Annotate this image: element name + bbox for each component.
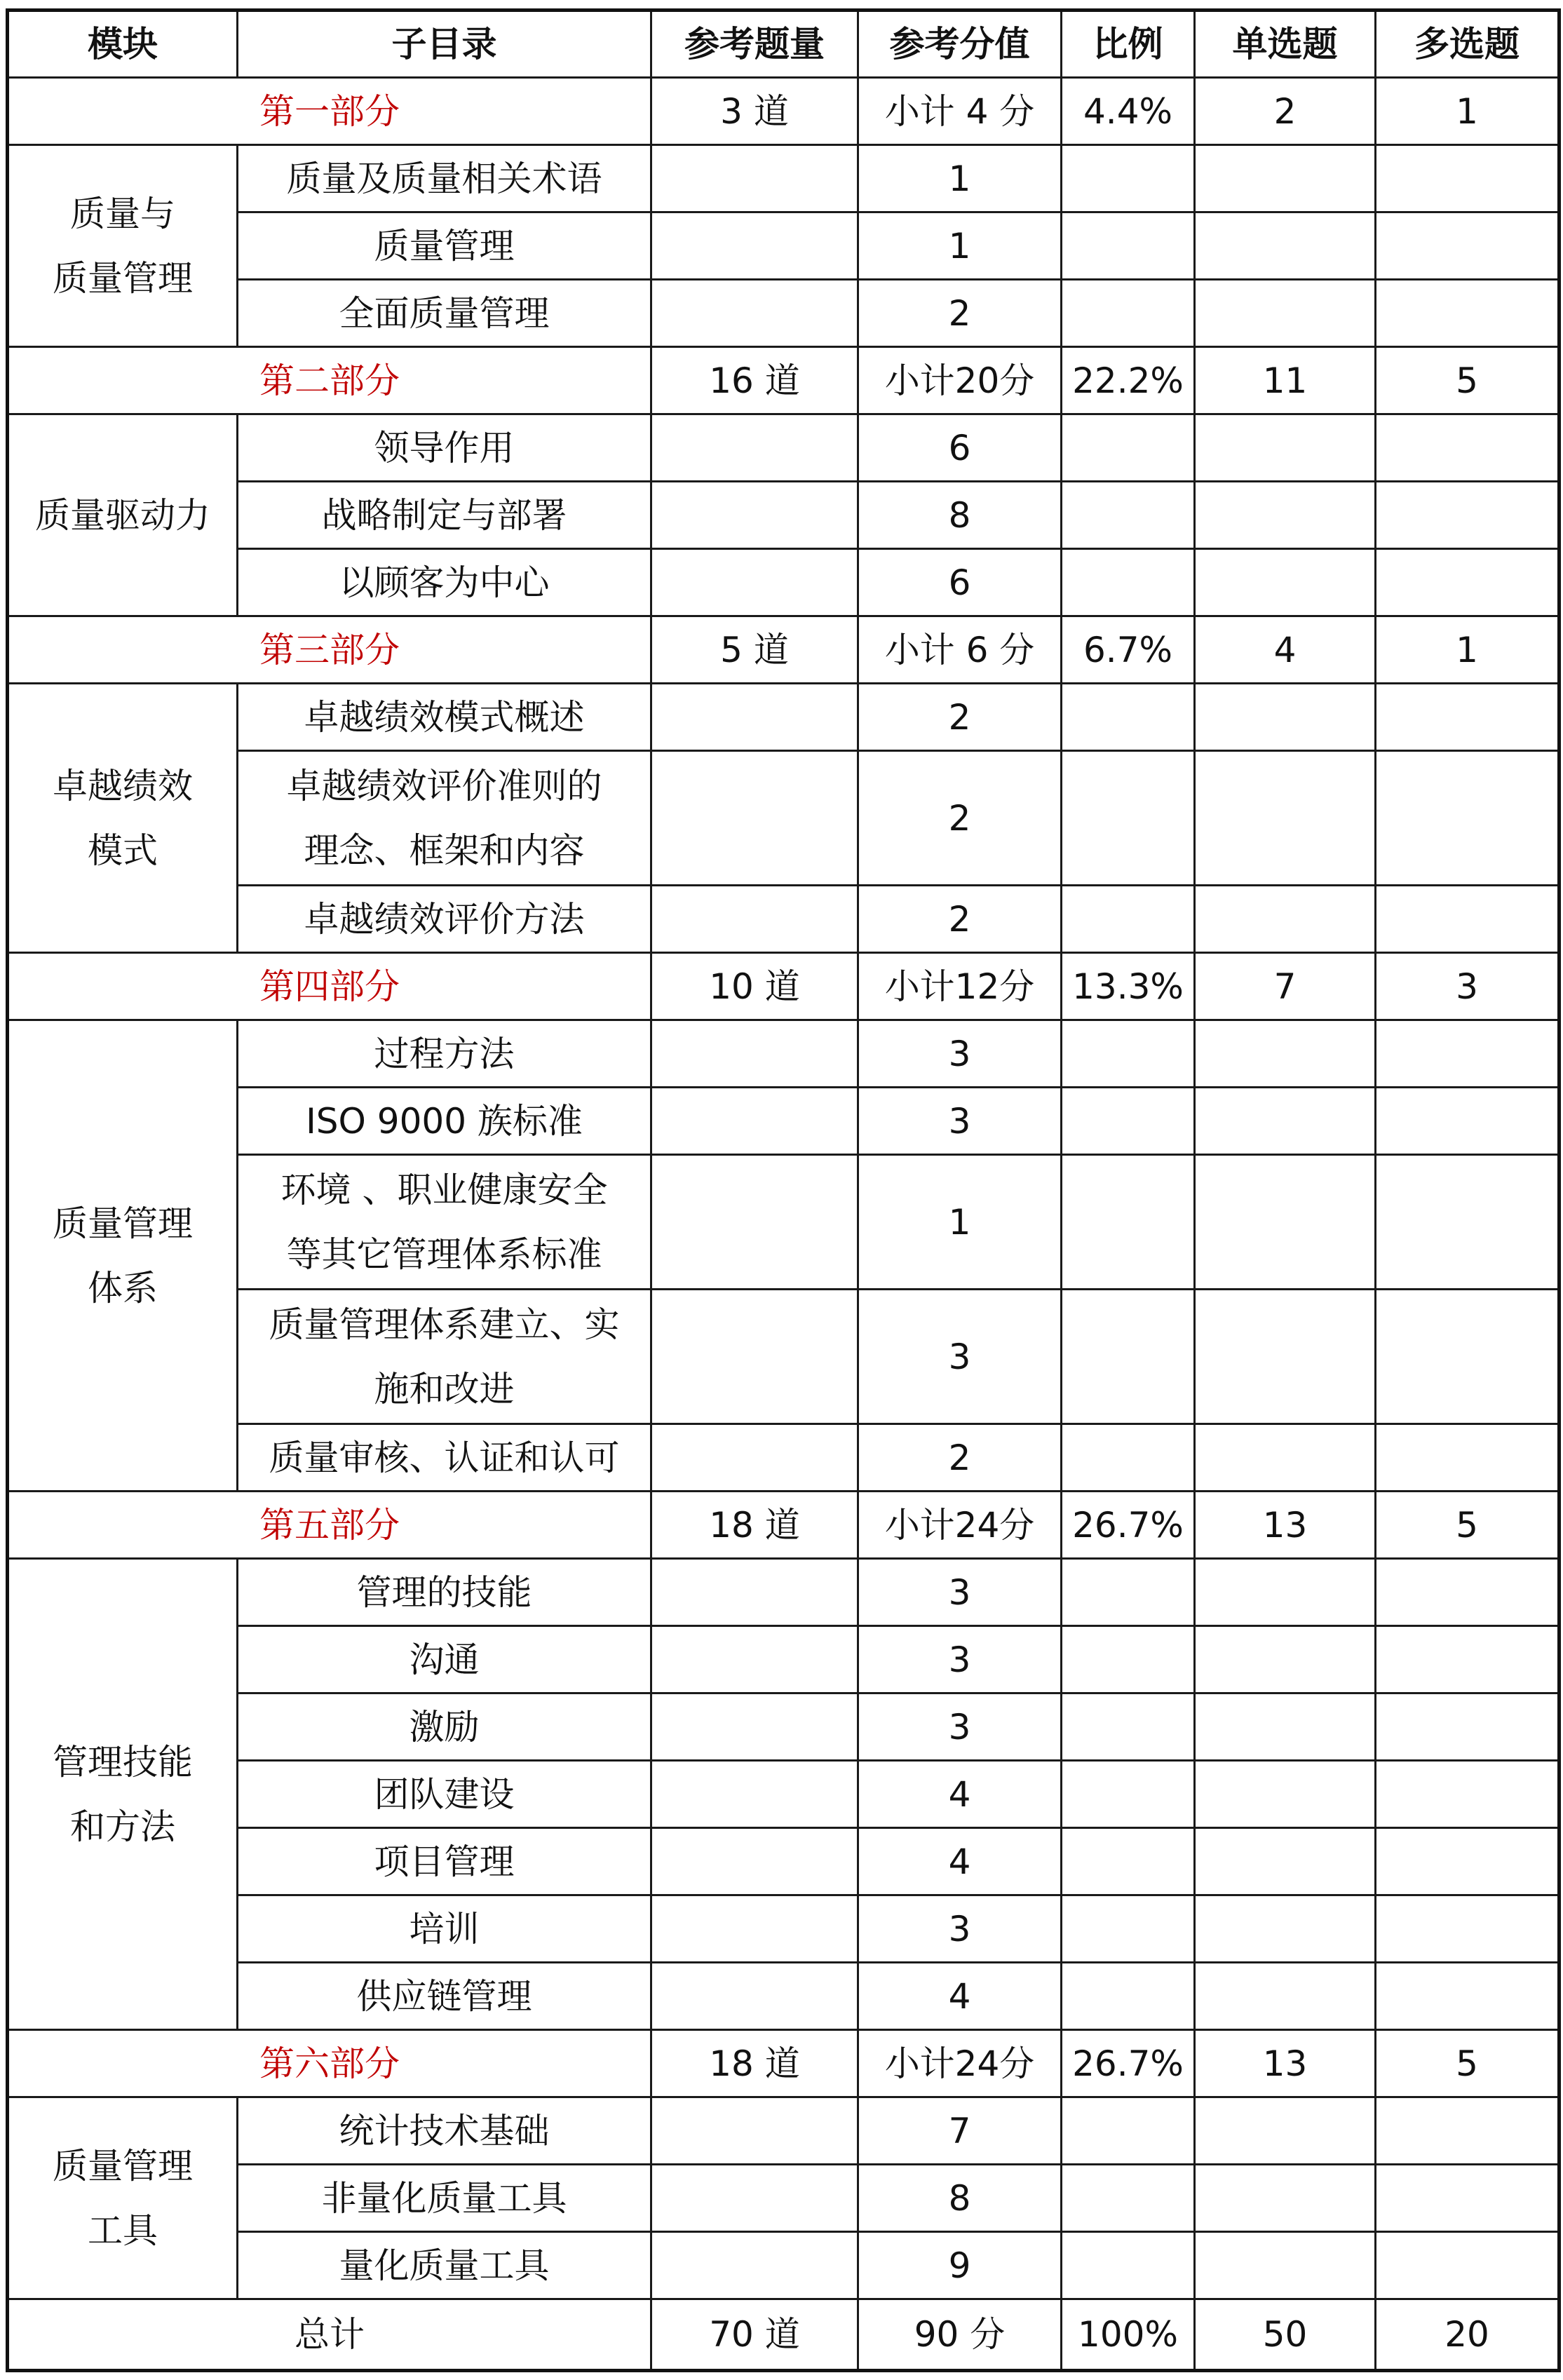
ref-score-cell: 6 (858, 414, 1062, 482)
single-cell (1195, 1761, 1376, 1828)
part-multi: 3 (1376, 953, 1559, 1020)
header-ratio: 比例 (1062, 11, 1195, 78)
single-cell (1195, 414, 1376, 482)
item-row (8, 1155, 1559, 1290)
ratio-cell (1062, 549, 1195, 616)
text-line: 和方法 (70, 1806, 175, 1847)
part-row (8, 616, 1559, 684)
ratio-cell (1062, 1693, 1195, 1761)
single-cell (1195, 1155, 1376, 1290)
multi-cell (1376, 212, 1559, 280)
ratio-cell (1062, 684, 1195, 751)
ratio-cell (1062, 1424, 1195, 1492)
single-cell (1195, 212, 1376, 280)
subdir-cell (238, 482, 651, 549)
item-row (8, 1963, 1559, 2030)
ref-count-cell (651, 751, 858, 886)
text-line: 沟通 (409, 1639, 480, 1680)
item-row (8, 2165, 1559, 2232)
text-line: 培训 (409, 1908, 480, 1949)
item-row (8, 1828, 1559, 1895)
ref-count-cell (651, 414, 858, 482)
text-line: 非量化质量工具 (321, 2177, 567, 2219)
ref-score-cell: 3 (858, 1020, 1062, 1088)
ratio-cell (1062, 2165, 1195, 2232)
text-line: 环境 、职业健康安全 (280, 1169, 608, 1210)
single-cell (1195, 145, 1376, 212)
ratio-cell (1062, 1020, 1195, 1088)
single-cell (1195, 1088, 1376, 1155)
text-line: 供应链管理 (356, 1975, 532, 2017)
ratio-cell (1062, 1761, 1195, 1828)
item-row (8, 145, 1559, 212)
part-count: 18 道 (651, 1492, 858, 1559)
total-multi: 20 (1376, 2299, 1559, 2371)
item-row (8, 1290, 1559, 1424)
part-ratio: 4.4% (1062, 78, 1195, 145)
subdir-cell (238, 1761, 651, 1828)
ratio-cell (1062, 1290, 1195, 1424)
header-row (8, 11, 1559, 78)
ratio-cell (1062, 751, 1195, 886)
text-line: 工具 (88, 2210, 158, 2251)
ref-count-cell (651, 212, 858, 280)
single-cell (1195, 1693, 1376, 1761)
ref-score-cell: 3 (858, 1693, 1062, 1761)
multi-cell (1376, 1290, 1559, 1424)
ref-score-cell: 2 (858, 751, 1062, 886)
part-single: 11 (1195, 347, 1376, 414)
item-row (8, 751, 1559, 886)
part-count: 16 道 (651, 347, 858, 414)
ref-count-cell (651, 1693, 858, 1761)
item-row (8, 1693, 1559, 1761)
header-subdir: 子目录 (238, 11, 651, 78)
module-cell (8, 684, 238, 953)
part-single: 13 (1195, 2030, 1376, 2097)
ref-count-cell (651, 1761, 858, 1828)
multi-cell (1376, 1761, 1559, 1828)
single-cell (1195, 482, 1376, 549)
single-cell (1195, 886, 1376, 953)
header-multi: 多选题 (1376, 11, 1559, 78)
item-row (8, 2232, 1559, 2299)
subdir-cell (238, 684, 651, 751)
ref-score-cell: 4 (858, 1761, 1062, 1828)
ref-count-cell (651, 482, 858, 549)
text-line: 体系 (88, 1267, 158, 1309)
single-cell (1195, 2097, 1376, 2165)
ref-count-cell (651, 280, 858, 347)
part-ratio: 22.2% (1062, 347, 1195, 414)
header-single: 单选题 (1195, 11, 1376, 78)
ref-score-cell: 2 (858, 886, 1062, 953)
multi-cell (1376, 751, 1559, 886)
part-single: 7 (1195, 953, 1376, 1020)
total-single: 50 (1195, 2299, 1376, 2371)
subdir-cell (238, 2097, 651, 2165)
part-multi: 5 (1376, 1492, 1559, 1559)
item-row (8, 1559, 1559, 1626)
single-cell (1195, 280, 1376, 347)
item-row (8, 1895, 1559, 1963)
part-count: 10 道 (651, 953, 858, 1020)
part-count: 18 道 (651, 2030, 858, 2097)
part-multi: 1 (1376, 78, 1559, 145)
part-label: 第六部分 (8, 2030, 651, 2097)
subdir-cell (238, 549, 651, 616)
ratio-cell (1062, 482, 1195, 549)
part-ratio: 26.7% (1062, 2030, 1195, 2097)
text-line: 质量管理体系建立、实 (269, 1304, 620, 1345)
single-cell (1195, 1626, 1376, 1693)
part-multi: 1 (1376, 616, 1559, 684)
text-line: 质量驱动力 (35, 494, 210, 536)
part-row (8, 2030, 1559, 2097)
ratio-cell (1062, 1155, 1195, 1290)
part-subtotal: 小计12分 (858, 953, 1062, 1020)
ratio-cell (1062, 414, 1195, 482)
ratio-cell (1062, 1088, 1195, 1155)
text-line: 等其它管理体系标准 (286, 1233, 602, 1275)
ref-score-cell: 4 (858, 1963, 1062, 2030)
part-count: 5 道 (651, 616, 858, 684)
item-row (8, 280, 1559, 347)
ratio-cell (1062, 145, 1195, 212)
ratio-cell (1062, 212, 1195, 280)
module-cell (8, 1020, 238, 1492)
part-ratio: 13.3% (1062, 953, 1195, 1020)
ratio-cell (1062, 1895, 1195, 1963)
multi-cell (1376, 1155, 1559, 1290)
subdir-cell (238, 145, 651, 212)
text-line: 质量与 (70, 193, 175, 234)
text-line: 以顾客为中心 (339, 562, 550, 603)
ref-score-cell: 1 (858, 1155, 1062, 1290)
text-line: 过程方法 (374, 1033, 515, 1074)
ref-count-cell (651, 1626, 858, 1693)
ref-count-cell (651, 1088, 858, 1155)
subdir-cell (238, 414, 651, 482)
single-cell (1195, 1828, 1376, 1895)
part-label: 第三部分 (8, 616, 651, 684)
part-multi: 5 (1376, 2030, 1559, 2097)
text-line: 理念、框架和内容 (304, 830, 585, 871)
multi-cell (1376, 280, 1559, 347)
ref-score-cell: 8 (858, 2165, 1062, 2232)
part-single: 13 (1195, 1492, 1376, 1559)
ref-score-cell: 8 (858, 482, 1062, 549)
subdir-cell (238, 1290, 651, 1424)
subdir-cell (238, 1020, 651, 1088)
ref-count-cell (651, 1559, 858, 1626)
single-cell (1195, 1559, 1376, 1626)
ref-score-cell: 1 (858, 212, 1062, 280)
ref-score-cell: 7 (858, 2097, 1062, 2165)
item-row (8, 549, 1559, 616)
subdir-cell (238, 1895, 651, 1963)
single-cell (1195, 2165, 1376, 2232)
part-label: 第五部分 (8, 1492, 651, 1559)
part-ratio: 26.7% (1062, 1492, 1195, 1559)
ratio-cell (1062, 1828, 1195, 1895)
item-row (8, 1088, 1559, 1155)
total-ratio: 100% (1062, 2299, 1195, 2371)
text-line: 管理技能 (53, 1741, 193, 1783)
header-ref-score: 参考分值 (858, 11, 1062, 78)
part-row (8, 953, 1559, 1020)
multi-cell (1376, 482, 1559, 549)
subdir-cell (238, 1828, 651, 1895)
item-row (8, 414, 1559, 482)
ref-count-cell (651, 684, 858, 751)
single-cell (1195, 751, 1376, 886)
table-body (8, 78, 1559, 2371)
ratio-cell (1062, 1559, 1195, 1626)
multi-cell (1376, 145, 1559, 212)
ref-score-cell: 9 (858, 2232, 1062, 2299)
header-ref-count: 参考题量 (651, 11, 858, 78)
part-subtotal: 小计 6 分 (858, 616, 1062, 684)
module-cell (8, 1559, 238, 2030)
total-score: 90 分 (858, 2299, 1062, 2371)
single-cell (1195, 1020, 1376, 1088)
ratio-cell (1062, 1626, 1195, 1693)
subdir-cell (238, 2165, 651, 2232)
part-row (8, 1492, 1559, 1559)
multi-cell (1376, 1559, 1559, 1626)
ratio-cell (1062, 2097, 1195, 2165)
ratio-cell (1062, 280, 1195, 347)
ref-score-cell: 6 (858, 549, 1062, 616)
text-line: 卓越绩效评价准则的 (286, 765, 602, 806)
ref-score-cell: 2 (858, 1424, 1062, 1492)
text-line: 管理的技能 (356, 1571, 532, 1613)
ref-count-cell (651, 886, 858, 953)
ref-count-cell (651, 1424, 858, 1492)
multi-cell (1376, 684, 1559, 751)
multi-cell (1376, 414, 1559, 482)
text-line: 质量管理 (53, 257, 193, 299)
ratio-cell (1062, 1963, 1195, 2030)
ref-count-cell (651, 1895, 858, 1963)
header-module: 模块 (8, 11, 238, 78)
subdir-cell (238, 1088, 651, 1155)
subdir-cell (238, 1424, 651, 1492)
ref-count-cell (651, 1290, 858, 1424)
ref-score-cell: 2 (858, 280, 1062, 347)
multi-cell (1376, 1828, 1559, 1895)
multi-cell (1376, 2097, 1559, 2165)
multi-cell (1376, 886, 1559, 953)
ref-score-cell: 4 (858, 1828, 1062, 1895)
part-single: 2 (1195, 78, 1376, 145)
ratio-cell (1062, 2232, 1195, 2299)
ref-count-cell (651, 1155, 858, 1290)
item-row (8, 1020, 1559, 1088)
ref-score-cell: 2 (858, 684, 1062, 751)
item-row (8, 886, 1559, 953)
subdir-cell (238, 1155, 651, 1290)
subdir-cell (238, 212, 651, 280)
single-cell (1195, 1290, 1376, 1424)
item-row (8, 2097, 1559, 2165)
part-label: 第四部分 (8, 953, 651, 1020)
module-cell (8, 145, 238, 347)
part-subtotal: 小计 4 分 (858, 78, 1062, 145)
text-line: 质量管理 (53, 2145, 193, 2186)
ref-score-cell: 3 (858, 1559, 1062, 1626)
ref-score-cell: 1 (858, 145, 1062, 212)
item-row (8, 1626, 1559, 1693)
total-count: 70 道 (651, 2299, 858, 2371)
ref-count-cell (651, 1963, 858, 2030)
text-line: ISO 9000 族标准 (306, 1100, 583, 1142)
single-cell (1195, 549, 1376, 616)
ref-count-cell (651, 1828, 858, 1895)
text-line: 项目管理 (374, 1841, 515, 1882)
part-subtotal: 小计24分 (858, 2030, 1062, 2097)
text-line: 质量管理 (374, 225, 515, 266)
ref-count-cell (651, 1020, 858, 1088)
ref-count-cell (651, 549, 858, 616)
multi-cell (1376, 2165, 1559, 2232)
ref-score-cell: 3 (858, 1290, 1062, 1424)
multi-cell (1376, 1895, 1559, 1963)
single-cell (1195, 684, 1376, 751)
multi-cell (1376, 2232, 1559, 2299)
item-row (8, 482, 1559, 549)
subdir-cell (238, 886, 651, 953)
ref-count-cell (651, 2097, 858, 2165)
ref-score-cell: 3 (858, 1895, 1062, 1963)
text-line: 质量及质量相关术语 (286, 158, 602, 199)
multi-cell (1376, 1963, 1559, 2030)
module-cell (8, 414, 238, 616)
subdir-cell (238, 1626, 651, 1693)
multi-cell (1376, 549, 1559, 616)
subdir-cell (238, 751, 651, 886)
part-single: 4 (1195, 616, 1376, 684)
part-label: 第二部分 (8, 347, 651, 414)
text-line: 统计技术基础 (339, 2110, 550, 2151)
multi-cell (1376, 1626, 1559, 1693)
single-cell (1195, 1895, 1376, 1963)
multi-cell (1376, 1693, 1559, 1761)
exam-structure-table (6, 8, 1561, 2372)
item-row (8, 1761, 1559, 1828)
total-label: 总计 (8, 2299, 651, 2371)
single-cell (1195, 1424, 1376, 1492)
multi-cell (1376, 1424, 1559, 1492)
text-line: 卓越绩效评价方法 (304, 898, 585, 940)
ref-count-cell (651, 145, 858, 212)
subdir-cell (238, 2232, 651, 2299)
text-line: 激励 (409, 1706, 480, 1747)
text-line: 质量审核、认证和认可 (269, 1437, 620, 1478)
multi-cell (1376, 1020, 1559, 1088)
ref-score-cell: 3 (858, 1626, 1062, 1693)
ref-count-cell (651, 2165, 858, 2232)
ratio-cell (1062, 886, 1195, 953)
item-row (8, 1424, 1559, 1492)
total-row (8, 2299, 1559, 2371)
multi-cell (1376, 1088, 1559, 1155)
part-row (8, 347, 1559, 414)
subdir-cell (238, 1559, 651, 1626)
ref-score-cell: 3 (858, 1088, 1062, 1155)
item-row (8, 212, 1559, 280)
item-row (8, 684, 1559, 751)
part-multi: 5 (1376, 347, 1559, 414)
single-cell (1195, 2232, 1376, 2299)
module-cell (8, 2097, 238, 2299)
text-line: 施和改进 (374, 1368, 515, 1409)
text-line: 战略制定与部署 (321, 494, 567, 536)
part-subtotal: 小计24分 (858, 1492, 1062, 1559)
text-line: 团队建设 (374, 1773, 515, 1815)
part-subtotal: 小计20分 (858, 347, 1062, 414)
single-cell (1195, 1963, 1376, 2030)
text-line: 量化质量工具 (339, 2245, 550, 2286)
text-line: 模式 (88, 830, 158, 871)
subdir-cell (238, 1693, 651, 1761)
part-label: 第一部分 (8, 78, 651, 145)
text-line: 全面质量管理 (339, 292, 550, 334)
text-line: 卓越绩效模式概述 (304, 696, 585, 738)
text-line: 卓越绩效 (53, 765, 193, 806)
part-ratio: 6.7% (1062, 616, 1195, 684)
subdir-cell (238, 1963, 651, 2030)
text-line: 质量管理 (53, 1203, 193, 1244)
ref-count-cell (651, 2232, 858, 2299)
text-line: 领导作用 (374, 427, 515, 468)
subdir-cell (238, 280, 651, 347)
part-count: 3 道 (651, 78, 858, 145)
part-row (8, 78, 1559, 145)
